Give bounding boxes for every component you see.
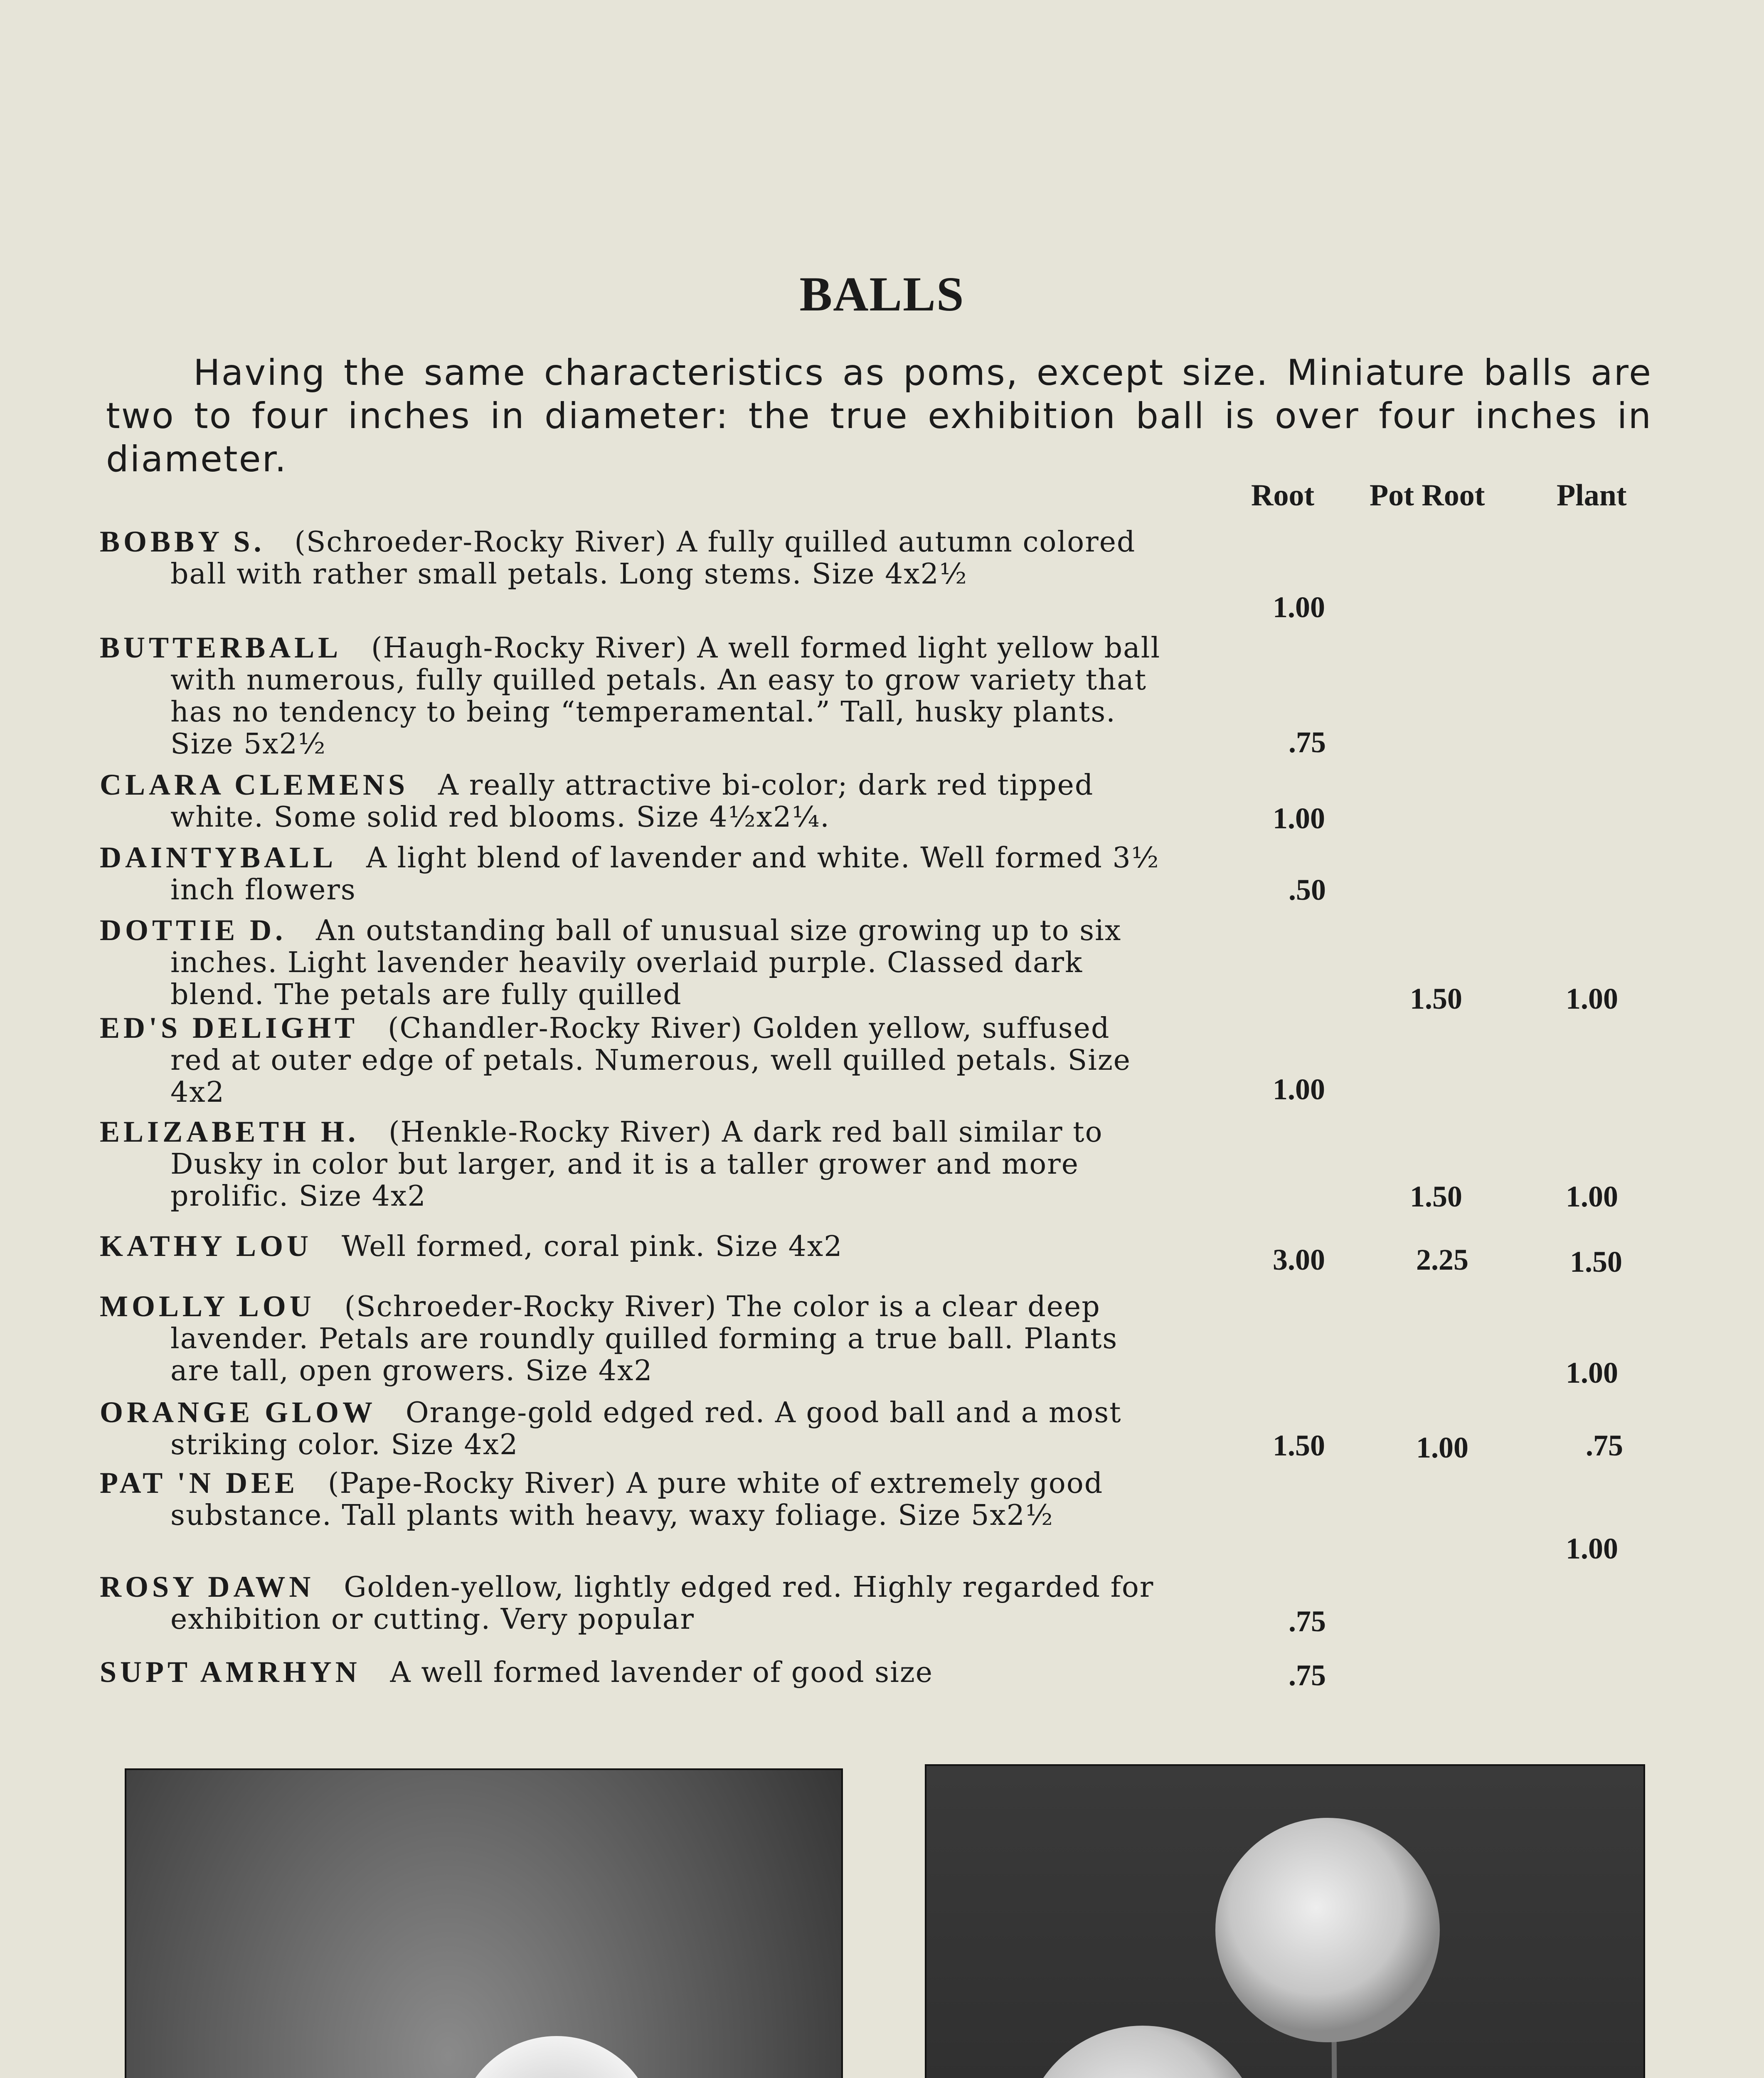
dahlia-photo-image [126,1770,841,2078]
price-pot-root: 1.50 [1410,982,1462,1015]
list-item [100,842,1164,906]
dahlia-photo-image [926,1766,1643,2078]
variety-description: (Haugh-Rocky River) A well formed light yellow ball with numerous, fully quilled petals. An easy to grow variety that has no tendency to being “temperamental.” Tall, husky plants. Size 5x2½ [170,632,1161,761]
list-item [100,1012,1164,1108]
price-root: 3.00 [1273,1243,1325,1276]
variety-name: BOBBY S. [100,525,265,558]
column-header-root: Root [1251,478,1315,512]
photo-butterball [925,1764,1645,2078]
price-pot-root: 1.50 [1410,1180,1462,1213]
variety-description: Well formed, coral pink. Size 4x2 [341,1230,843,1263]
variety-description: (Chandler-Rocky River) Golden yellow, suffused red at outer edge of petals. Numerous, well quilled petals. Size 4x2 [170,1012,1131,1109]
variety-description: (Schroeder-Rocky River) The color is a clear deep lavender. Petals are roundly quilled forming a true ball. Plants are tall, open growers. Size 4x2 [170,1290,1118,1387]
variety-description: A well formed lavender of good size [390,1656,933,1689]
photo-kathy-lou [125,1768,843,2078]
variety-name: DOTTIE D. [100,913,287,947]
list-item [100,1230,1164,1263]
variety-description: Orange-gold edged red. A good ball and a most striking color. Size 4x2 [170,1396,1122,1461]
list-item [100,526,1164,590]
variety-description: A light blend of lavender and white. Well formed 3½ inch flowers [170,842,1160,906]
column-header-plant: Plant [1557,478,1627,512]
list-item [100,1656,1164,1689]
price-root: 1.00 [1273,591,1325,624]
variety-name: PAT 'N DEE [100,1466,299,1499]
column-header-pot-root: Pot Root [1370,478,1485,512]
price-plant: .75 [1586,1429,1623,1462]
price-root: 1.50 [1273,1429,1325,1462]
list-item [100,1467,1164,1531]
variety-description: (Pape-Rocky River) A pure white of extremely good substance. Tall plants with heavy, waxy foliage. Size 5x2½ [170,1467,1104,1532]
price-root: 1.00 [1273,1073,1325,1106]
variety-name: BUTTERBALL [100,631,342,664]
list-item [100,769,1164,833]
variety-description: Golden-yellow, lightly edged red. Highly regarded for exhibition or cutting. Very popular [170,1571,1154,1636]
price-root: .50 [1289,873,1326,906]
price-plant: 1.50 [1570,1245,1622,1278]
variety-name: ELIZABETH H. [100,1115,360,1148]
variety-name: KATHY LOU [100,1229,313,1263]
variety-description: (Schroeder-Rocky River) A fully quilled autumn colored ball with rather small petals. Long stems. Size 4x2½ [170,526,1136,591]
page-title: BALLS [799,267,965,321]
price-pot-root: 2.25 [1416,1243,1468,1276]
variety-name: DAINTYBALL [100,841,337,874]
variety-name: MOLLY LOU [100,1290,315,1323]
variety-description: (Henkle-Rocky River) A dark red ball similar to Dusky in color but larger, and it is a taller grower and more prolific. Size 4x2 [170,1116,1103,1213]
price-root: 1.00 [1273,802,1325,835]
price-plant: 1.00 [1566,1180,1618,1213]
price-plant: 1.00 [1566,1356,1618,1389]
list-item [100,914,1164,1011]
price-root: .75 [1289,726,1326,759]
price-pot-root: 1.00 [1416,1431,1468,1464]
variety-name: SUPT AMRHYN [100,1655,361,1689]
list-item [100,1571,1164,1635]
price-root: .75 [1289,1659,1326,1692]
list-item [100,1396,1164,1461]
variety-name: ROSY DAWN [100,1570,315,1603]
intro-paragraph: Having the same characteristics as poms, except size. Miniature balls are two to four inches in diameter: the true exhibition ball is over four inches in diameter. [106,352,1652,480]
list-item [100,1116,1164,1212]
variety-name: ORANGE GLOW [100,1396,377,1429]
variety-name: CLARA CLEMENS [100,768,409,801]
price-plant: 1.00 [1566,982,1618,1015]
variety-name: ED'S DELIGHT [100,1011,359,1044]
variety-description: An outstanding ball of unusual size growing up to six inches. Light lavender heavily overlaid purple. Classed dark blend. The petals are fully quilled [170,914,1122,1011]
price-root: .75 [1289,1605,1326,1638]
list-item [100,1290,1164,1387]
variety-description: A really attractive bi-color; dark red tipped white. Some solid red blooms. Size 4½x2¼. [170,769,1094,834]
list-item [100,632,1164,760]
price-plant: 1.00 [1566,1532,1618,1565]
